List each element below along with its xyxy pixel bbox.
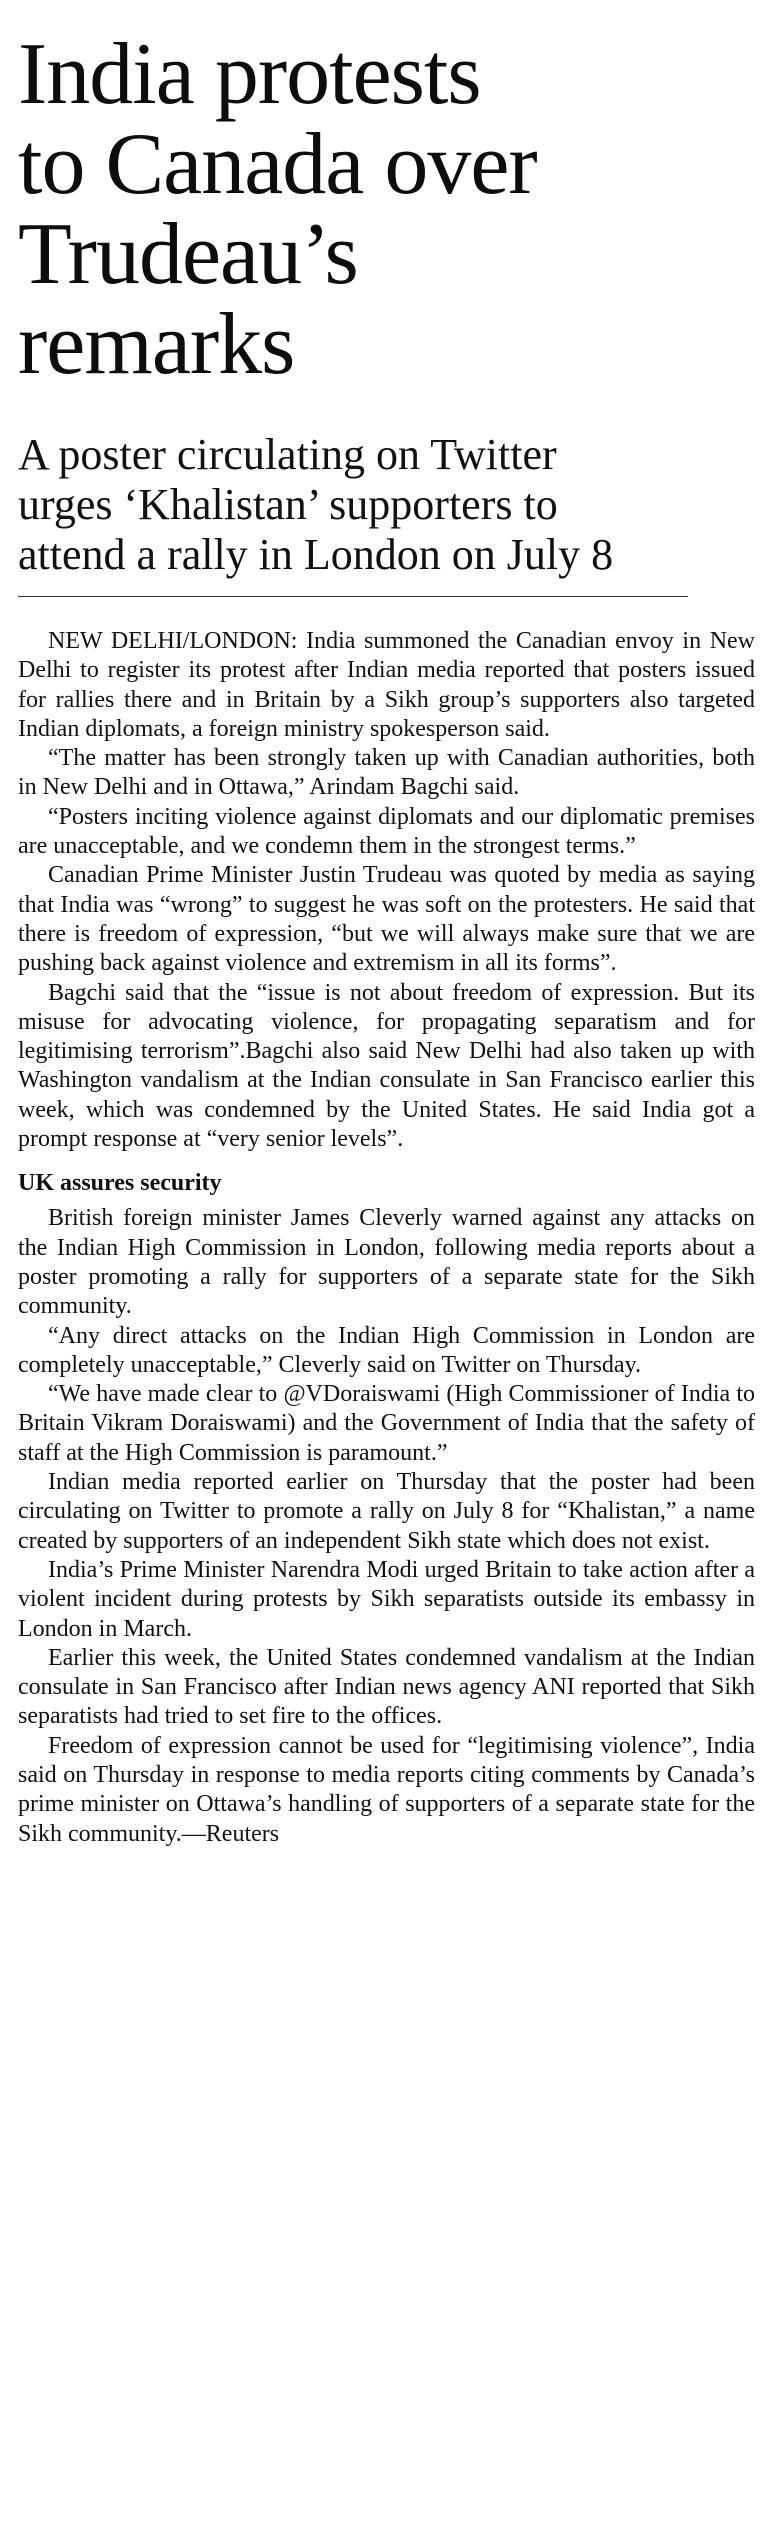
body-paragraph: Earlier this week, the United States condemned vandalism at the Indian consulate in San Francisco after Indian news agency ANI reported that Sikh separatists had tried to set fire to the offices. xyxy=(18,1644,755,1730)
body-paragraph: “We have made clear to @VDoraiswami (High Commissioner of India to Britain Vikram Doraiswami) and the Government of India that the safety of staff at the High Commission is paramount.” xyxy=(18,1381,755,1466)
deck-line: urges ‘Khalistan’ supporters to xyxy=(18,480,558,529)
body-paragraph: “Posters inciting violence against diplomats and our diplomatic premises are unacceptable, and we condemn them in the strongest terms.” xyxy=(18,803,755,860)
headline-line: remarks xyxy=(18,296,295,393)
deck-line: A poster circulating on Twitter xyxy=(18,430,557,479)
body-paragraph: Bagchi said that the “issue is not about freedom of expression. But its misuse for advocating violence, for propagating separatism and for legitimising terrorism”.Bagchi also said New Delhi had also taken up with Washington vandalism at the Indian consulate in San Francisco earlier this week, which was condemned by the United States. He said India got a prompt response at “very senior levels”. xyxy=(18,979,755,1153)
lead-paragraph xyxy=(18,627,755,744)
section-subhead: UK assures security xyxy=(18,1170,222,1197)
body-paragraph: India’s Prime Minister Narendra Modi urged Britain to take action after a violent incident during protests by Sikh separatists outside its embassy in London in March. xyxy=(18,1556,755,1642)
body-paragraph: “The matter has been strongly taken up with Canadian authorities, both in New Delhi and in Ottawa,” Arindam Bagchi said. xyxy=(18,745,755,801)
headline-line: India protests xyxy=(18,26,481,123)
headline-line: Trudeau’s xyxy=(18,206,358,303)
body-paragraph: Indian media reported earlier on Thursday that the poster had been circulating on Twitter to promote a rally on July 8 for “Khalistan,” a name created by supporters of an independent Sikh state which does not exist. xyxy=(18,1469,755,1554)
body-paragraph: Freedom of expression cannot be used for “legitimising violence”, India said on Thursday in response to media reports citing comments by Canada’s prime minister on Ottawa’s handling of supporters of a separate state for the Sikh community.—Reuters xyxy=(18,1732,755,1847)
deck-divider xyxy=(18,596,688,597)
headline xyxy=(18,0,755,393)
headline-line: to Canada over xyxy=(18,116,537,213)
dateline: NEW DELHI/LONDON: xyxy=(48,628,298,654)
body-paragraph: Canadian Prime Minister Justin Trudeau was quoted by media as saying that India was “wrong” to suggest he was soft on the protesters. He said that there is freedom of expression, “but we will always make sure that we are pushing back against violence and extremism in all its forms”. xyxy=(18,862,755,977)
deck-line: attend a rally in London on July 8 xyxy=(18,530,614,579)
news-article xyxy=(18,0,755,1849)
body-paragraph: British foreign minister James Cleverly warned against any attacks on the Indian High Commission in London, following media reports about a poster promoting a rally for supporters of a separate state for the Sikh community. xyxy=(18,1205,755,1320)
lead-text: India summoned the Canadian envoy in New Delhi to register its protest after Indian media reported that posters issued for rallies there and in Britain by a Sikh group’s supporters also targeted Indian diplomats, a foreign ministry spokesperson said. xyxy=(18,628,756,742)
article-body xyxy=(18,627,755,1849)
body-paragraph: “Any direct attacks on the Indian High Commission in London are completely unacceptable,” Cleverly said on Twitter on Thursday. xyxy=(18,1322,755,1378)
deck-subheadline xyxy=(18,430,755,580)
